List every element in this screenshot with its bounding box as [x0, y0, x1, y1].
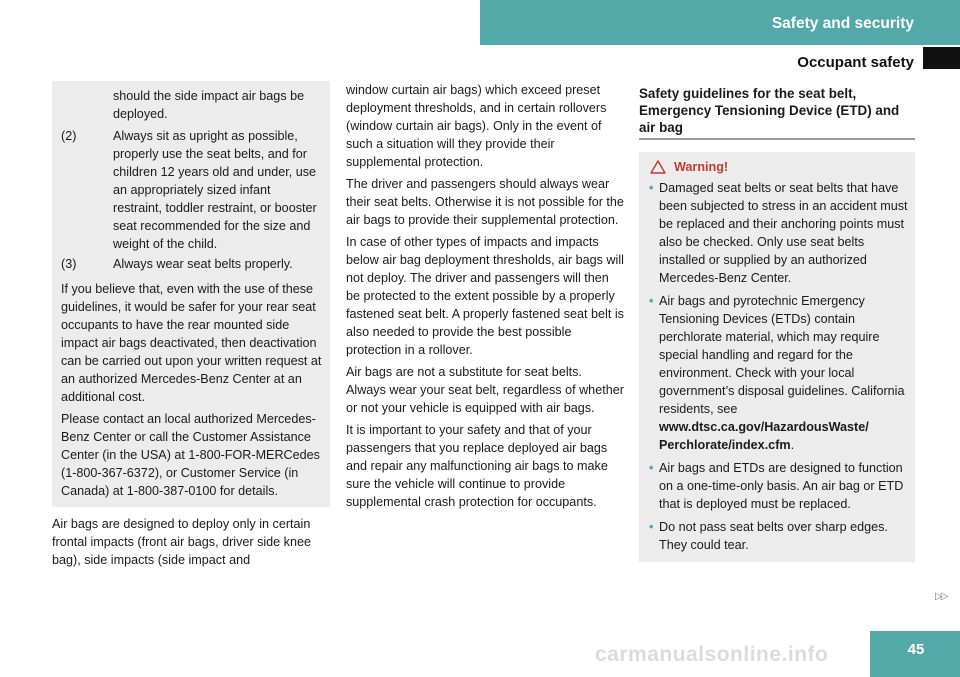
column-3 [639, 85, 915, 562]
paragraph: Air bags are designed to deploy only in certain frontal impacts (front air bags, driver side knee bag), side impacts (side impact and [52, 517, 311, 567]
warning-bullet [649, 179, 909, 287]
page-number-box [870, 631, 960, 677]
paragraph: window curtain air bags) which exceed preset deployment thresholds, and in certain rollovers (window curtain air bags). Only in the event of such a situation will they provide their supplemental protection. [346, 83, 607, 169]
warning-bullet [649, 459, 909, 513]
section-header-band [480, 0, 960, 45]
page-number: 45 [907, 641, 925, 658]
column-2 [346, 81, 624, 515]
continued-arrow-icon: ▷▷ [935, 591, 947, 602]
warning-bullet [649, 518, 909, 554]
warning-box [639, 152, 915, 562]
section-tab-marker [923, 47, 960, 69]
watermark: carmanualsonline.info [595, 643, 829, 666]
warning-triangle-icon [650, 160, 666, 174]
bullet-icon: • [649, 461, 654, 475]
bullet-text: Do not pass seat belts over sharp edges. They could tear. [659, 520, 888, 552]
bullet-text-tail: . [790, 438, 795, 452]
item-text: Always wear seat belts properly. [113, 257, 293, 271]
paragraph: Please contact an local authorized Mercedes-Benz Center or call the Customer Assistance Center (in the USA) at 1-800-FOR-MERCedes (1-800-367-6372), or Customer Service (in Canada) at 1-800-387-0100 for details. [61, 412, 320, 498]
bullet-text: Air bags and ETDs are designed to function on a one-time-only basis. An air bag or ETD that is deployed must be replaced. [659, 461, 904, 511]
warning-label: Warning! [674, 160, 729, 174]
bullet-icon: • [649, 181, 654, 195]
bullet-text: Damaged seat belts or seat belts that have been subjected to stress in an accident must be replaced and their anchoring points must also be checked. Only use seat belts installed or supplied by an authorized Mercedes-Benz Center. [659, 181, 908, 285]
list-item [61, 255, 322, 273]
section-title: Safety and security [771, 14, 914, 32]
list-item [61, 127, 322, 253]
column-1 [52, 81, 330, 573]
subsection-title: Occupant safety [797, 54, 914, 71]
bullet-icon: • [649, 294, 654, 308]
disposal-guidelines-link[interactable]: www.dtsc.ca.gov/HazardousWaste/ Perchlorate/index.cfm [659, 420, 869, 452]
bullet-text: Air bags and pyrotechnic Emergency Tensioning Devices (ETDs) contain perchlorate material, which may require special handling and regard for the environment. Check with your local government’s disposal guidelines. California residents, see [659, 294, 905, 416]
warning-bullet [649, 292, 909, 454]
warning-header [649, 158, 909, 176]
paragraph: It is important to your safety and that of your passengers that you replace deployed air bags and repair any malfunctioning air bags to make sure the vehicle will continue to provide supplemental crash protection for occupants. [346, 423, 608, 509]
paragraph: Air bags are not a substitute for seat belts. Always wear your seat belt, regardless of whether or not your vehicle is equipped with air bags. [346, 365, 624, 415]
guidelines-heading: Safety guidelines for the seat belt, Emergency Tensioning Device (ETD) and air bag [639, 85, 915, 140]
item-text: Always sit as upright as possible, properly use the seat belts, and for children 12 years old and under, use an appropriately sized infant restraint, toddler restraint, or booster seat recommended for the size and weight of the child. [113, 129, 317, 251]
item-continuation: should the side impact air bags be deployed. [113, 89, 305, 121]
instructions-box [52, 81, 330, 507]
paragraph: The driver and passengers should always wear their seat belts. Otherwise it is not possible for the air bags to provide their supplemental protection. [346, 177, 624, 227]
item-number: (3) [61, 257, 77, 271]
bullet-icon: • [649, 520, 654, 534]
bullet-text-group [659, 292, 909, 454]
item-number: (2) [61, 129, 77, 143]
paragraph: In case of other types of impacts and impacts below air bag deployment thresholds, air bags will not deploy. The driver and passengers will then be protected to the extent possible by a properly fastened seat belt. A properly fastened seat belt is also needed to provide the best possible protection in a rollover. [346, 235, 624, 357]
paragraph: If you believe that, even with the use of these guidelines, it would be safer for your rear seat occupants to have the rear mounted side impact air bags deactivated, then deactivation can be carried out upon your written request at an authorized Mercedes-Benz Center at an additional cost. [61, 282, 322, 404]
